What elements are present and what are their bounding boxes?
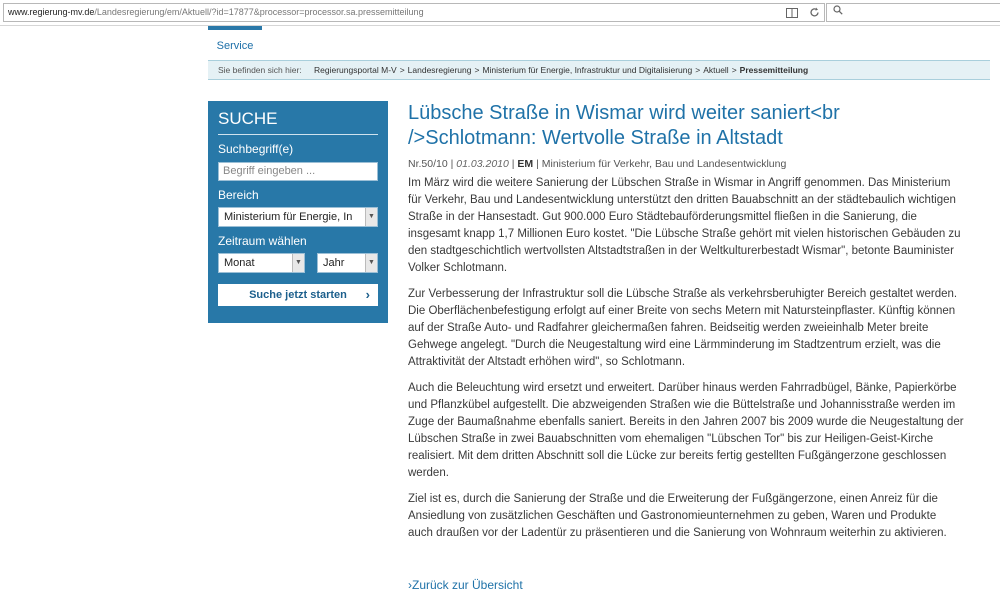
article-date: 01.03.2010 xyxy=(456,158,509,170)
search-term-label: Suchbegriff(e) xyxy=(218,142,294,156)
meta-separator: | xyxy=(536,158,539,170)
breadcrumb-separator: > xyxy=(695,65,701,75)
meta-separator: | xyxy=(511,158,515,170)
breadcrumb-current: Pressemitteilung xyxy=(739,65,809,75)
year-select-value: Jahr xyxy=(323,257,345,269)
breadcrumb-separator: > xyxy=(399,65,405,75)
breadcrumb-separator: > xyxy=(474,65,480,75)
url-path: /Landesregierung/em/Aktuell/?id=17877&processor=processor.sa.pressemitteilung xyxy=(94,7,424,17)
breadcrumb-item[interactable]: Ministerium für Energie, Infrastruktur und Digitalisierung xyxy=(482,65,693,75)
url-host: www.regierung-mv.de xyxy=(8,7,95,17)
area-label: Bereich xyxy=(218,188,259,202)
press-release-article xyxy=(408,101,964,542)
meta-separator: | xyxy=(450,158,454,170)
tab-service[interactable]: Service xyxy=(208,26,262,60)
area-select-value: Ministerium für Energie, In xyxy=(224,211,353,223)
dropdown-arrow-icon: ▼ xyxy=(365,254,377,272)
article-paragraph: Zur Verbesserung der Infrastruktur soll die Lübsche Straße als verkehrsberuhigter Bereich gestaltet werden. Die Oberflächenbefestigung erfolgt auf einer Breite von sechs Metern mit Natursteinpflaster. Künftig können auf der Straße Auto- und Radfahrer gleichermaßen fahren. Beidseitig werden zweieinhalb Meter breite Gehwege angelegt. "Durch die Neugestaltung wird eine Lärmminderung im Stadtzentrum erzielt, was die Attraktivität der Altstadt erhöhen wird", so Schlotmann. xyxy=(408,288,958,368)
top-navigation xyxy=(208,26,990,60)
search-title: SUCHE xyxy=(218,109,378,135)
article-headline: Lübsche Straße in Wismar wird weiter saniert<br />Schlotmann: Wertvolle Straße in Altstadt xyxy=(408,102,840,149)
reader-view-icon[interactable] xyxy=(782,3,802,22)
browser-address-bar xyxy=(0,0,1000,26)
article-number: Nr.50/10 xyxy=(408,158,448,170)
dropdown-arrow-icon: ▼ xyxy=(365,208,377,226)
year-select[interactable] xyxy=(317,253,378,273)
reload-icon[interactable] xyxy=(804,3,824,22)
article-ministry: Ministerium für Verkehr, Bau und Landesentwicklung xyxy=(541,158,787,170)
article-meta xyxy=(408,158,964,171)
breadcrumb-label: Sie befinden sich hier: xyxy=(218,65,302,75)
breadcrumb-item[interactable]: Landesregierung xyxy=(407,65,472,75)
article-paragraph: Auch die Beleuchtung wird ersetzt und erweitert. Darüber hinaus werden Fahrradbügel, Bänke, Papierkörbe und Pflanzkübel aufgestellt. Die abzweigenden Straßen wie die Büttelstraße und Johannisstraße werden im Zuge der Baumaßnahme ebenfalls saniert. Bereits in den Jahren 2007 bis 2009 wurde die Neugestaltung der Lübschen Straße in zwei Bauabschnitten vom ehemaligen "Lübschen Tor" bis zur Heiligen-Geist-Kirche realisiert. Mit dem dritten Abschnitt soll die Lücke zur bereits fertig gestellten Fußgängerzone geschlossen werden. xyxy=(408,382,964,479)
url-field[interactable] xyxy=(3,3,825,22)
month-select-value: Monat xyxy=(224,257,255,269)
area-select[interactable] xyxy=(218,207,378,227)
breadcrumb-item[interactable]: Regierungsportal M-V xyxy=(314,65,397,75)
search-icon xyxy=(833,6,843,18)
dropdown-arrow-icon: ▼ xyxy=(292,254,304,272)
breadcrumb-item[interactable]: Aktuell xyxy=(703,65,729,75)
chevron-right-icon: › xyxy=(365,287,370,302)
back-to-overview-link[interactable]: ›Zurück zur Übersicht xyxy=(408,578,523,592)
search-submit-label: Suche jetzt starten xyxy=(249,289,347,301)
article-paragraph: Ziel ist es, durch die Sanierung der Straße und die Erweiterung der Fußgängerzone, einen Anreiz für die Ansiedlung von zusätzlichen Geschäften und Gastronomieunternehmen zu geben, Waren und Produkte auch draußen vor der Ladentür zu präsentieren und die Sanierung von Wohnraum weiterhin zu aktivieren. xyxy=(408,493,947,539)
search-submit-button[interactable] xyxy=(218,284,378,306)
month-select[interactable] xyxy=(218,253,305,273)
search-term-input[interactable]: Begriff eingeben ... xyxy=(218,162,378,181)
breadcrumb xyxy=(208,60,990,80)
period-label: Zeitraum wählen xyxy=(218,234,307,248)
browser-search-box[interactable] xyxy=(826,3,1000,22)
article-dept-code: EM xyxy=(517,158,534,170)
breadcrumb-separator: > xyxy=(731,65,737,75)
search-panel xyxy=(208,101,388,323)
article-paragraph: Im März wird die weitere Sanierung der Lübschen Straße in Wismar in Angriff genommen. Das Ministerium für Verkehr, Bau und Landesentwicklung unterstützt den dritten Bauabschnitt an der städtebaulich wichtigen Straße in der Hansestadt. Gut 900.000 Euro Städtebauförderungsmittel fließen in die Sanierung, die insgesamt knapp 1,7 Millionen Euro kostet. "Die Lübsche Straße gehört mit vielen historischen Gebäuden zu den stadtgeschichtlich wertvollsten Altstadtstraßen in der Weltkulturerbestadt Wismar", betonte Bauminister Volker Schlotmann. xyxy=(408,177,961,274)
